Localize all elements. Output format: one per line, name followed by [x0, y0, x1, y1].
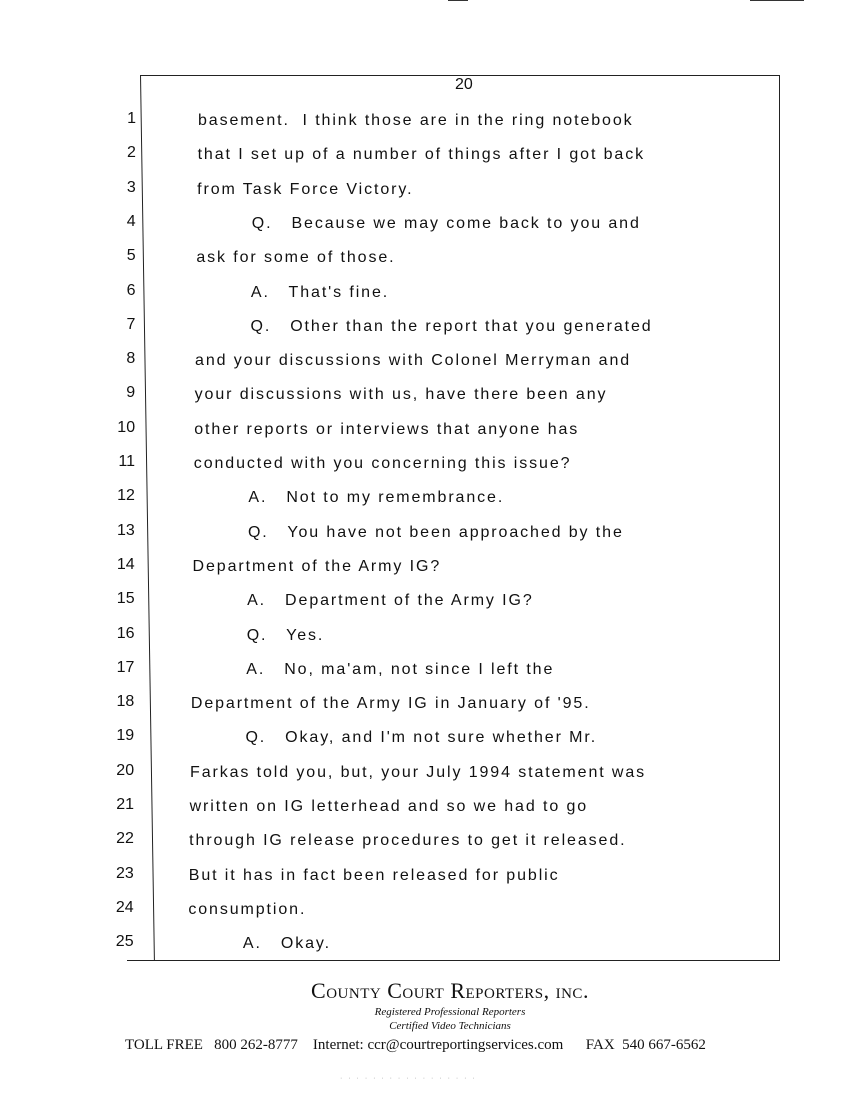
line-number: 12	[117, 487, 135, 505]
transcript-line: A. No, ma'am, not since I left the	[246, 660, 555, 678]
transcript-line: conducted with you concerning this issue?	[193, 455, 572, 472]
transcript-line: Farkas told you, but, your July 1994 statement was	[190, 763, 647, 781]
transcript-line: Q. You have not been approached by the	[247, 523, 624, 541]
transcript-line: A. Okay.	[242, 935, 331, 953]
line-number: 8	[126, 350, 136, 368]
transcript-line: Department of the Army IG in January of '95.	[190, 695, 591, 713]
transcript-line: consumption.	[188, 900, 307, 918]
line-number: 7	[126, 315, 136, 333]
line-number-divider	[140, 75, 155, 961]
line-number: 16	[116, 624, 135, 642]
line-number: 19	[116, 727, 135, 745]
transcript-line: ask for some of those.	[196, 249, 396, 267]
line-number: 18	[116, 693, 135, 711]
scan-mark	[448, 0, 468, 1]
transcript-line: written on IG letterhead and so we had to go	[189, 798, 589, 815]
firm-name: County Court Reporters, inc.	[311, 978, 589, 1003]
transcript-line: through IG release procedures to get it released.	[189, 832, 627, 850]
line-number: 23	[116, 864, 134, 882]
transcript-line: that I set up of a number of things after I got back	[197, 146, 646, 164]
transcript-line: But it has in fact been released for public	[188, 866, 560, 884]
transcript-line: Department of the Army IG?	[192, 557, 442, 575]
transcript-line: A. That's fine.	[250, 283, 390, 301]
transcript-line: and your discussions with Colonel Merryman and	[195, 352, 632, 370]
firm-subtitle: Certified Video Technicians	[389, 1020, 511, 1032]
line-number: 14	[116, 555, 135, 573]
transcript-line: Q. Yes.	[246, 626, 325, 644]
firm-subtitle: Registered Professional Reporters	[374, 1006, 526, 1018]
line-number: 3	[126, 178, 136, 196]
transcript-line: other reports or interviews that anyone has	[194, 420, 580, 438]
scan-noise: · · · · · · · · · · · · · · · · ·	[340, 1075, 477, 1082]
transcript-line: basement. I think those are in the ring notebook	[198, 112, 634, 129]
frame-border	[779, 75, 780, 961]
page-number: 20	[455, 76, 473, 93]
line-number: 11	[118, 453, 135, 470]
transcript-line: Q. Because we may come back to you and	[251, 214, 641, 232]
line-number: 1	[127, 110, 136, 127]
transcript-line: your discussions with us, have there been any	[194, 386, 608, 404]
line-number: 17	[116, 658, 135, 676]
transcript-line: A. Not to my remembrance.	[248, 489, 505, 507]
line-number: 13	[117, 521, 135, 539]
line-number: 20	[116, 761, 135, 779]
line-number: 24	[115, 898, 134, 916]
line-number: 15	[116, 590, 135, 608]
transcript-line: Q. Okay, and I'm not sure whether Mr.	[245, 729, 598, 747]
line-number: 4	[126, 212, 136, 230]
line-number: 21	[116, 796, 134, 813]
frame-border	[127, 960, 780, 961]
line-number: 25	[115, 933, 134, 951]
transcript-line: from Task Force Victory.	[197, 180, 414, 198]
line-number: 22	[116, 830, 134, 848]
line-number: 9	[126, 384, 136, 402]
line-number: 2	[126, 144, 136, 162]
line-number: 5	[126, 247, 136, 265]
scan-mark	[750, 0, 804, 1]
contact-info: TOLL FREE 800 262-8777 Internet: ccr@courtreportingservices.com FAX 540 667-6562	[125, 1037, 706, 1053]
transcript-line: A. Department of the Army IG?	[247, 592, 534, 610]
line-number: 6	[126, 281, 136, 299]
transcript-line: Q. Other than the report that you generated	[250, 317, 653, 335]
line-number: 10	[117, 418, 136, 436]
